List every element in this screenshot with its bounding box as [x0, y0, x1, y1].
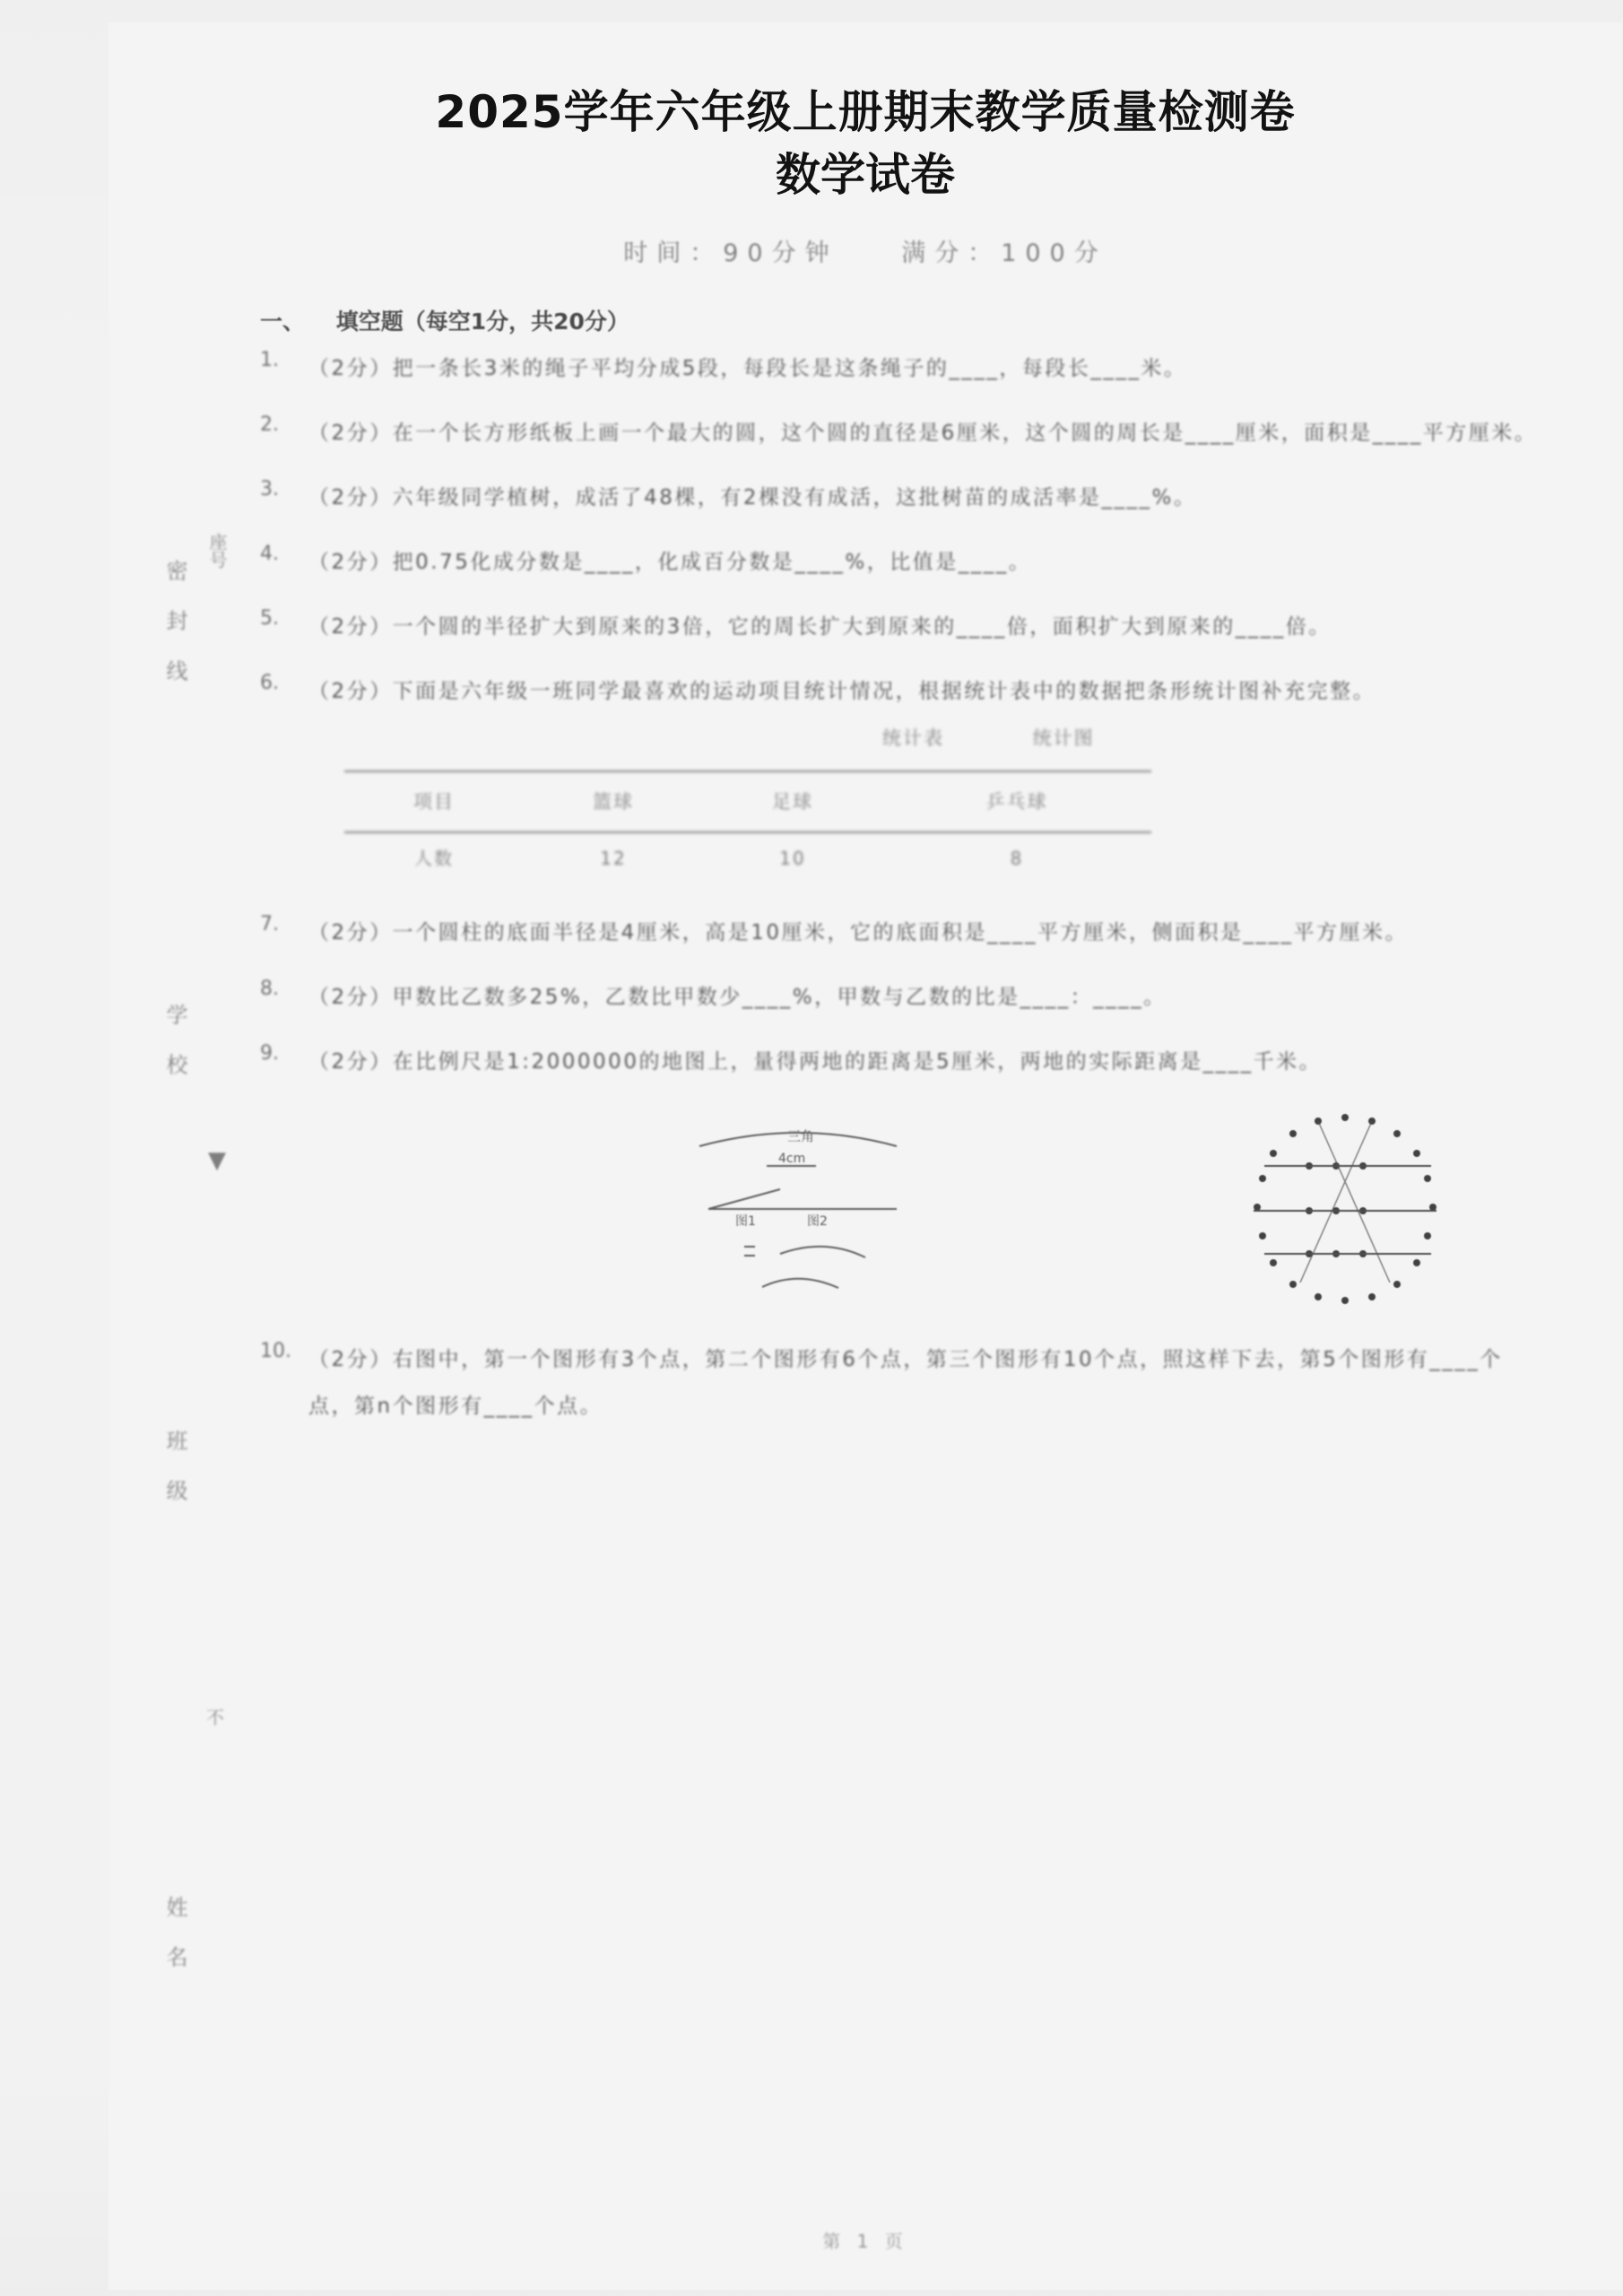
- label-statistics-chart: 统计图: [1032, 726, 1095, 749]
- table-cell: 8: [1010, 847, 1024, 869]
- figure-row: [260, 1103, 1542, 1336]
- question-text: （2分）右图中，第一个图形有3个点，第二个图形有6个点，第三个图形有10个点，照这样下去，第5个图形有____个点，第n个图形有____个点。: [308, 1347, 1503, 1418]
- exam-time-label: 时间：90分钟: [623, 239, 838, 267]
- question-item: [260, 668, 1542, 891]
- title-block: [108, 22, 1623, 268]
- margin-stamp-name: 姓 名: [162, 1896, 187, 1979]
- exam-meta: [108, 233, 1623, 268]
- section-heading: [260, 304, 1623, 336]
- section-number: 一、: [260, 308, 306, 335]
- question-list: [260, 345, 1542, 1430]
- arrow-down-icon: ▼: [208, 1147, 226, 1174]
- question-text: （2分）把一条长3米的绳子平均分成5段，每段长是这条绳子的____，每段长____米。: [308, 356, 1187, 380]
- svg-text:图2: 图2: [807, 1213, 828, 1229]
- question-number: 6.: [260, 671, 279, 694]
- table-header-cell: 足球: [703, 771, 882, 832]
- table-header-cell: 篮球: [524, 771, 703, 832]
- question-text: （2分）一个圆柱的底面半径是4厘米，高是10厘米，它的底面积是____平方厘米，侧面积是____平方厘米。: [308, 920, 1409, 944]
- question-text-main: （2分）下面是六年级一班同学最喜欢的运动项目统计情况，根据统计表中的数据把条形统计图补充完整。: [308, 679, 1376, 703]
- question-number: 2.: [260, 413, 279, 436]
- question-text: （2分）六年级同学植树，成活了48棵，有2棵没有成活，这批树苗的成活率是____%。: [308, 485, 1197, 509]
- svg-text:4cm: 4cm: [778, 1151, 806, 1166]
- statistics-table: [344, 770, 1151, 888]
- question-text: （2分）甲数比乙数多25%，乙数比甲数少____%，甲数与乙数的比是____：____。: [308, 985, 1167, 1009]
- dot-pattern-figure-icon: [1211, 1103, 1480, 1327]
- margin-stamp-school: 学 校: [162, 1004, 187, 1086]
- question-number: 1.: [260, 348, 279, 371]
- question-text: （2分）在一个长方形纸板上画一个最大的圆，这个圆的直径是6厘米，这个圆的周长是____厘米，面积是____平方厘米。: [308, 421, 1538, 445]
- exam-score-label: 满分：100分: [901, 239, 1107, 267]
- question-item: [260, 909, 1542, 956]
- table-header-cell: 项目: [344, 771, 524, 832]
- section-title: 填空题（每空1分，共20分）: [335, 308, 629, 335]
- table-cell: 人数: [414, 847, 454, 869]
- exam-paper-sheet: [108, 22, 1623, 2291]
- table-chart-labels: [882, 715, 1542, 761]
- geometry-figure-icon: [681, 1103, 915, 1318]
- margin-stamp-seat-number: 座号: [206, 533, 228, 569]
- table-header-row: [344, 771, 1151, 832]
- question-number: 3.: [260, 477, 279, 500]
- margin-note: 不: [206, 1707, 224, 1728]
- question-item: [260, 474, 1542, 521]
- question-number: 8.: [260, 977, 279, 1000]
- question-number: 5.: [260, 606, 279, 630]
- question-item: [260, 1039, 1542, 1085]
- label-statistics-table: 统计表: [882, 726, 944, 749]
- question-text: （2分）在比例尺是1:2000000的地图上，量得两地的距离是5厘米，两地的实际距离是____千米。: [308, 1049, 1323, 1074]
- page-subtitle: 数学试卷: [776, 148, 955, 201]
- question-number: 7.: [260, 912, 279, 935]
- page-footer: 第 1 页: [822, 2231, 908, 2252]
- page-title: 2025学年六年级上册期末教学质量检测卷: [435, 86, 1296, 138]
- question-item: [260, 345, 1542, 392]
- table-header-cell: 乒乓球: [882, 771, 1151, 832]
- question-number: 4.: [260, 542, 279, 565]
- question-number: 9.: [260, 1041, 279, 1065]
- margin-stamp-seal-line: 密 封 线: [162, 560, 187, 692]
- question-item: [260, 974, 1542, 1021]
- svg-text:三角: 三角: [787, 1127, 815, 1144]
- table-cell: 12: [600, 847, 627, 869]
- question-text: （2分）把0.75化成分数是____，化成百分数是____%，比值是____。: [308, 550, 1032, 574]
- margin-stamp-class: 班 级: [162, 1430, 187, 1512]
- question-number: 10.: [260, 1339, 291, 1362]
- table-cell: 10: [779, 847, 806, 869]
- svg-text:图1: 图1: [735, 1213, 756, 1229]
- question-item: [260, 410, 1542, 457]
- question-item: [260, 539, 1542, 586]
- question-text: （2分）一个圆的半径扩大到原来的3倍，它的周长扩大到原来的____倍，面积扩大到原来的____倍。: [308, 614, 1332, 639]
- table-row: [344, 832, 1151, 888]
- question-item: [260, 604, 1542, 650]
- question-item: [260, 1336, 1542, 1430]
- question-text: [308, 668, 1542, 891]
